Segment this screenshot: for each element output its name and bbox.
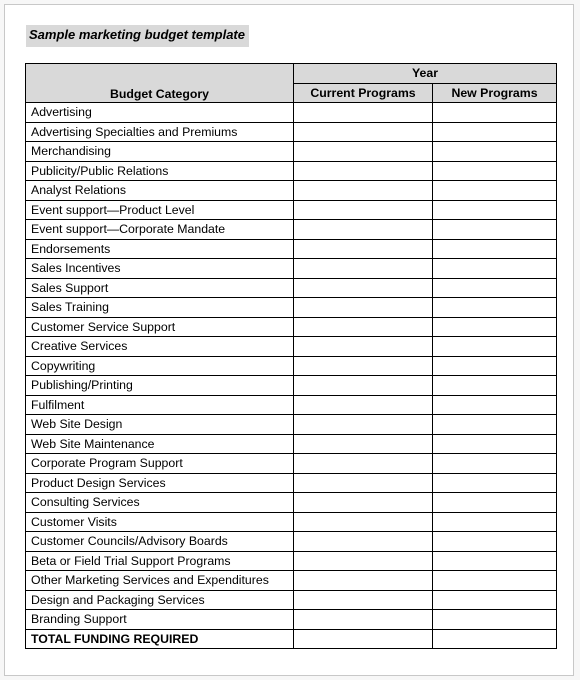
- new-programs-cell[interactable]: [433, 337, 557, 357]
- new-programs-cell[interactable]: [433, 181, 557, 201]
- new-programs-cell[interactable]: [433, 512, 557, 532]
- new-programs-cell[interactable]: [433, 239, 557, 259]
- current-programs-cell[interactable]: [294, 259, 433, 279]
- new-programs-cell[interactable]: [433, 571, 557, 591]
- new-programs-cell[interactable]: [433, 298, 557, 318]
- new-programs-cell[interactable]: [433, 356, 557, 376]
- current-programs-cell[interactable]: [294, 278, 433, 298]
- category-label: Publishing/Printing: [26, 376, 294, 396]
- category-label: Other Marketing Services and Expenditures: [26, 571, 294, 591]
- current-programs-cell[interactable]: [294, 103, 433, 123]
- new-programs-cell[interactable]: [433, 259, 557, 279]
- category-label: Event support—Product Level: [26, 200, 294, 220]
- new-programs-cell[interactable]: [433, 473, 557, 493]
- category-label: Consulting Services: [26, 493, 294, 513]
- current-programs-cell[interactable]: [294, 415, 433, 435]
- category-label: Sales Incentives: [26, 259, 294, 279]
- table-row: [26, 259, 557, 279]
- new-programs-header: New Programs: [433, 83, 557, 103]
- new-programs-cell[interactable]: [433, 415, 557, 435]
- category-label: Fulfilment: [26, 395, 294, 415]
- current-programs-cell[interactable]: [294, 239, 433, 259]
- new-programs-cell[interactable]: [433, 590, 557, 610]
- current-programs-cell[interactable]: [294, 493, 433, 513]
- category-label: Web Site Design: [26, 415, 294, 435]
- new-programs-cell[interactable]: [433, 122, 557, 142]
- total-current-cell[interactable]: [294, 629, 433, 649]
- current-programs-cell[interactable]: [294, 356, 433, 376]
- total-new-cell[interactable]: [433, 629, 557, 649]
- category-label: Advertising Specialties and Premiums: [26, 122, 294, 142]
- new-programs-cell[interactable]: [433, 434, 557, 454]
- current-programs-cell[interactable]: [294, 161, 433, 181]
- category-label: Web Site Maintenance: [26, 434, 294, 454]
- new-programs-cell[interactable]: [433, 142, 557, 162]
- new-programs-cell[interactable]: [433, 317, 557, 337]
- category-label: Creative Services: [26, 337, 294, 357]
- current-programs-cell[interactable]: [294, 220, 433, 240]
- new-programs-cell[interactable]: [433, 220, 557, 240]
- current-programs-cell[interactable]: [294, 571, 433, 591]
- category-label: Beta or Field Trial Support Programs: [26, 551, 294, 571]
- current-programs-cell[interactable]: [294, 551, 433, 571]
- budget-category-header: Budget Category: [26, 64, 294, 103]
- current-programs-cell[interactable]: [294, 454, 433, 474]
- category-label: Product Design Services: [26, 473, 294, 493]
- category-label: Customer Service Support: [26, 317, 294, 337]
- category-label: Merchandising: [26, 142, 294, 162]
- table-row: [26, 473, 557, 493]
- table-row: [26, 337, 557, 357]
- table-row: [26, 571, 557, 591]
- current-programs-cell[interactable]: [294, 434, 433, 454]
- current-programs-cell[interactable]: [294, 181, 433, 201]
- table-row: [26, 356, 557, 376]
- current-programs-cell[interactable]: [294, 337, 433, 357]
- table-row: [26, 434, 557, 454]
- budget-table-body: [26, 103, 557, 649]
- category-label: Analyst Relations: [26, 181, 294, 201]
- table-row: [26, 298, 557, 318]
- category-label: Customer Visits: [26, 512, 294, 532]
- new-programs-cell[interactable]: [433, 103, 557, 123]
- category-label: Advertising: [26, 103, 294, 123]
- category-label: Sales Training: [26, 298, 294, 318]
- table-row: [26, 454, 557, 474]
- current-programs-cell[interactable]: [294, 610, 433, 630]
- current-programs-cell[interactable]: [294, 512, 433, 532]
- document-page: [4, 4, 574, 676]
- category-label: Sales Support: [26, 278, 294, 298]
- current-programs-cell[interactable]: [294, 473, 433, 493]
- table-row: [26, 590, 557, 610]
- category-label: Publicity/Public Relations: [26, 161, 294, 181]
- table-row: [26, 376, 557, 396]
- current-programs-cell[interactable]: [294, 142, 433, 162]
- category-label: Branding Support: [26, 610, 294, 630]
- table-row: [26, 317, 557, 337]
- category-label: Design and Packaging Services: [26, 590, 294, 610]
- current-programs-cell[interactable]: [294, 298, 433, 318]
- new-programs-cell[interactable]: [433, 376, 557, 396]
- current-programs-cell[interactable]: [294, 395, 433, 415]
- table-row: [26, 551, 557, 571]
- table-row: [26, 532, 557, 552]
- table-row: [26, 239, 557, 259]
- new-programs-cell[interactable]: [433, 610, 557, 630]
- table-row: [26, 512, 557, 532]
- current-programs-cell[interactable]: [294, 590, 433, 610]
- table-row: [26, 415, 557, 435]
- table-row: [26, 278, 557, 298]
- year-header: Year: [294, 64, 557, 84]
- new-programs-cell[interactable]: [433, 200, 557, 220]
- new-programs-cell[interactable]: [433, 551, 557, 571]
- table-row: [26, 610, 557, 630]
- table-row: [26, 220, 557, 240]
- new-programs-cell[interactable]: [433, 454, 557, 474]
- current-programs-header: Current Programs: [294, 83, 433, 103]
- category-label: Corporate Program Support: [26, 454, 294, 474]
- current-programs-cell[interactable]: [294, 122, 433, 142]
- table-row: [26, 200, 557, 220]
- category-label: Copywriting: [26, 356, 294, 376]
- table-row: [26, 122, 557, 142]
- budget-table: [25, 63, 557, 649]
- table-row: [26, 161, 557, 181]
- new-programs-cell[interactable]: [433, 278, 557, 298]
- header-row-year: [26, 64, 557, 84]
- new-programs-cell[interactable]: [433, 161, 557, 181]
- table-row: [26, 181, 557, 201]
- table-row: [26, 103, 557, 123]
- category-label: Customer Councils/Advisory Boards: [26, 532, 294, 552]
- table-row: [26, 142, 557, 162]
- category-label: Event support—Corporate Mandate: [26, 220, 294, 240]
- total-label: TOTAL FUNDING REQUIRED: [26, 629, 294, 649]
- new-programs-cell[interactable]: [433, 493, 557, 513]
- current-programs-cell[interactable]: [294, 532, 433, 552]
- table-row: [26, 395, 557, 415]
- new-programs-cell[interactable]: [433, 395, 557, 415]
- current-programs-cell[interactable]: [294, 317, 433, 337]
- new-programs-cell[interactable]: [433, 532, 557, 552]
- document-title: Sample marketing budget template: [26, 25, 249, 47]
- category-label: Endorsements: [26, 239, 294, 259]
- table-row: [26, 493, 557, 513]
- current-programs-cell[interactable]: [294, 376, 433, 396]
- total-row: [26, 629, 557, 649]
- current-programs-cell[interactable]: [294, 200, 433, 220]
